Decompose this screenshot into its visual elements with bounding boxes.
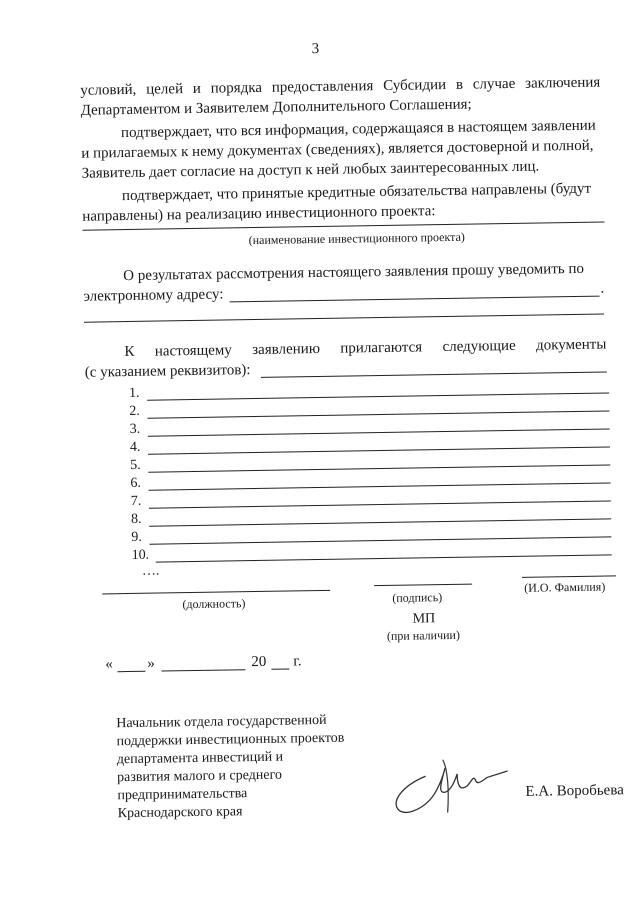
attachment-number: 7. bbox=[130, 493, 142, 509]
signer-title-line: предпринимательства bbox=[117, 786, 248, 804]
page-number: 3 bbox=[311, 40, 320, 58]
attachment-line bbox=[147, 410, 609, 418]
date-month-line bbox=[161, 669, 245, 671]
paragraph-3-line-2: направлены) на реализацию инвестиционного проекта: bbox=[82, 203, 436, 225]
signer-title-line: развития малого и среднего bbox=[117, 767, 283, 786]
attachment-number: 8. bbox=[130, 511, 142, 527]
attachment-number: 4. bbox=[129, 439, 141, 455]
paragraph-2-line-2: и прилагаемых к нему документах (сведениях), является достоверной и полной, bbox=[81, 137, 594, 162]
stamp-label: МП bbox=[412, 611, 436, 627]
full-name-caption: (И.О. Фамилия) bbox=[524, 579, 606, 595]
attachment-number: 9. bbox=[131, 529, 142, 545]
signer-title-line: департамента инвестиций и bbox=[116, 749, 284, 768]
paragraph-5-line-2: (с указанием реквизитов): bbox=[84, 362, 251, 381]
position-caption: (должность) bbox=[182, 596, 246, 612]
paragraph-2-line-1: подтверждает, что вся информация, содержащаяся в настоящем заявлении bbox=[120, 117, 596, 142]
paragraph-4-line-1: О результатах рассмотрения настоящего заявления прошу уведомить по bbox=[123, 260, 585, 285]
attachment-number: 1. bbox=[128, 385, 140, 401]
email-line-2 bbox=[84, 314, 604, 323]
email-line bbox=[230, 296, 600, 303]
attachment-line bbox=[149, 536, 611, 544]
date-quote-open: « bbox=[105, 656, 113, 673]
attachment-line bbox=[148, 428, 610, 436]
attachment-number: 3. bbox=[129, 421, 141, 437]
attachment-number: 2. bbox=[129, 403, 140, 419]
attachment-number: 6. bbox=[130, 475, 142, 491]
signer-title-line: поддержки инвестиционных проектов bbox=[116, 730, 345, 750]
handwritten-signature bbox=[385, 745, 516, 819]
paragraph-1-line-1: условий, целей и порядка предоставления Субсидии в случае заключения bbox=[80, 74, 601, 99]
attachment-number: 10. bbox=[131, 547, 150, 563]
attachment-line bbox=[148, 464, 610, 472]
paragraph-3-line-1: подтверждает, что принятые кредитные обязательства направлены (будут bbox=[121, 180, 592, 205]
position-line bbox=[102, 590, 330, 595]
signature-line bbox=[374, 584, 472, 587]
project-name-caption: (наименование инвестиционного проекта) bbox=[248, 229, 465, 248]
date-quote-close: » bbox=[147, 655, 155, 672]
attachments-ellipsis: …. bbox=[141, 563, 160, 579]
attachment-number: 5. bbox=[130, 457, 141, 473]
attachment-line bbox=[148, 446, 610, 454]
date-year-line bbox=[271, 669, 289, 670]
date-suffix: г. bbox=[293, 653, 302, 670]
date-year-prefix: 20 bbox=[251, 653, 267, 671]
date-day-line bbox=[117, 671, 145, 672]
paragraph-1-line-2: Департаментом и Заявителем Дополнительного Соглашения; bbox=[80, 96, 472, 119]
attachment-line bbox=[156, 554, 612, 562]
full-name-line bbox=[522, 575, 616, 577]
attachment-line bbox=[149, 518, 611, 526]
attachment-line bbox=[149, 482, 611, 490]
paragraph-5-line-1: К настоящему заявлению прилагаются следующие документы bbox=[124, 336, 607, 361]
signer-name: Е.А. Воробьева bbox=[525, 782, 624, 800]
email-line-end: . bbox=[600, 280, 605, 297]
signer-title-line: Краснодарского края bbox=[117, 804, 243, 822]
stamp-note: (при наличии) bbox=[386, 627, 461, 643]
signature-caption: (подпись) bbox=[392, 590, 443, 605]
paragraph-4-line-2: электронному адресу: bbox=[83, 286, 224, 305]
attachment-line bbox=[147, 392, 609, 400]
attachments-header-line bbox=[261, 371, 607, 377]
attachment-line bbox=[149, 500, 611, 508]
signer-title-line: Начальник отдела государственной bbox=[116, 712, 327, 732]
paragraph-2-line-3: Заявитель дает согласие на доступ к ней любых заинтересованных лиц. bbox=[81, 158, 540, 182]
